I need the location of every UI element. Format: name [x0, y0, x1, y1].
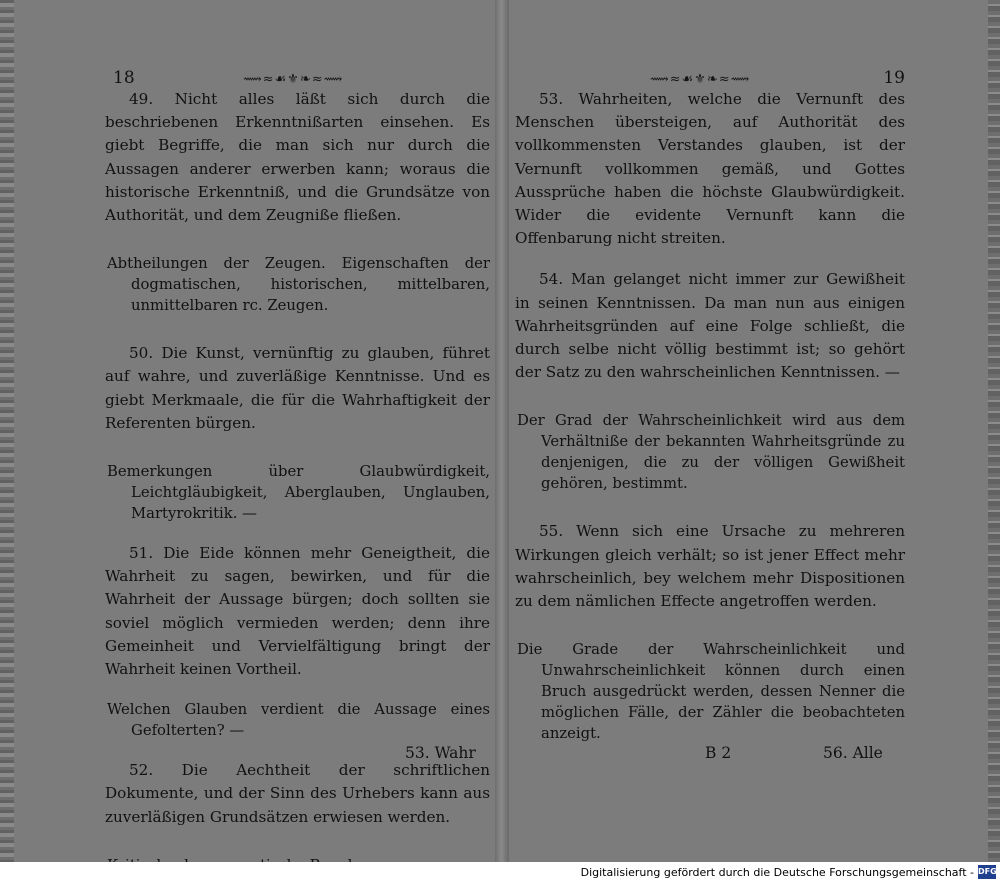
- left-page-number: 18: [113, 68, 135, 88]
- paragraph-54: 54. Man gelanget nicht immer zur Gewißheit in seinen Kenntnissen. Da man nun aus einigen Wahrheitsgründen auf eine Folge schließt, die durch selbe nicht völlig bestimmt ist; so gehört der Satz zu den wahrscheinlichen Kenntnissen. —: [515, 270, 905, 382]
- note-glaubwuerdigkeit: Bemerkungen über Glaubwürdigkeit, Leichtgläubigkeit, Aberglauben, Unglauben, Martyrokritik. —: [107, 463, 490, 523]
- page-edge-right: [988, 0, 1000, 862]
- paragraph-55: 55. Wenn sich eine Ursache zu mehreren Wirkungen gleich verhält; so ist jener Effect mehr wahrscheinlich, bey welchem mehr Dispositionen zu dem nämlichen Effecte angetroffen werden.: [515, 522, 905, 611]
- left-page: [105, 60, 490, 860]
- left-header-ornament: ⟿≈☙⚜❧≈⟿: [243, 72, 344, 87]
- right-page-body: [515, 88, 905, 744]
- paragraph-49: 49. Nicht alles läßt sich durch die beschriebenen Erkenntnißarten einsehen. Es giebt Begriffe, die man sich nur durch die Aussagen anderer erwerben kann; woraus die historische Erkenntniß, und die Grundsätze von Authorität, und dem Zeugniße fließen.: [105, 90, 490, 225]
- dfg-logo-icon: DFG: [978, 865, 996, 879]
- funding-notice: Digitalisierung gefördert durch die Deutsche Forschungsgemeinschaft -: [580, 866, 974, 879]
- book-gutter: [495, 0, 509, 862]
- right-running-head: [515, 60, 905, 88]
- right-signature-mark: B 2: [705, 744, 732, 762]
- footer-bar: [0, 862, 1000, 883]
- note-gefolterten: Welchen Glauben verdient die Aussage eines Gefolterten? —: [107, 701, 490, 740]
- left-running-head: [105, 60, 490, 88]
- note-grad: Der Grad der Wahrscheinlichkeit wird aus dem Verhältniße der bekannten Wahrheitsgründe zu denjenigen, die zu der völligen Gewißheit gehören, bestimmt.: [517, 412, 905, 493]
- paragraph-51: 51. Die Eide können mehr Geneigtheit, die Wahrheit zu sagen, bewirken, und für die Wahrheit der Aussage bürgen; doch sollten sie soviel möglich vermieden werden; denn ihre Gemeinheit und Vervielfältigung bringt der Wahrheit keinen Vortheil.: [105, 544, 490, 679]
- page-edge-left: [0, 0, 14, 862]
- right-page-number: 19: [883, 68, 905, 88]
- right-header-ornament: ⟿≈☙⚜❧≈⟿: [650, 72, 751, 87]
- right-catchword: 56. Alle: [823, 744, 883, 762]
- note-zeugen: Abtheilungen der Zeugen. Eigenschaften der dogmatischen, historischen, mittelbaren, unmittelbaren rc. Zeugen.: [107, 255, 490, 315]
- right-page: [515, 60, 905, 860]
- note-bruch: Die Grade der Wahrscheinlichkeit und Unwahrscheinlichkeit können durch einen Bruch ausgedrückt werden, dessen Nenner die möglichen Fälle, der Zähler die beobachteten anzeigt.: [517, 641, 905, 743]
- paragraph-52: 52. Die Aechtheit der schriftlichen Dokumente, und der Sinn des Urhebers kann aus zuverläßigen Grundsätzen erwiesen werden.: [105, 761, 490, 826]
- left-catchword: 53. Wahr: [405, 744, 476, 762]
- paragraph-53: 53. Wahrheiten, welche die Vernunft des Menschen übersteigen, auf Authorität des vollkommensten Verstandes glauben, ist der Vernunft vollkommen gemäß, und Gottes Aussprüche haben die höchste Glaubwürdigkeit. Wider die evidente Vernunft kann die Offenbarung nicht streiten.: [515, 90, 905, 248]
- paragraph-50: 50. Die Kunst, vernünftig zu glauben, führet auf wahre, und zuverläßige Kenntnisse. Und es giebt Merkmaale, die für die Wahrhaftigkeit der Referenten bürgen.: [105, 344, 490, 432]
